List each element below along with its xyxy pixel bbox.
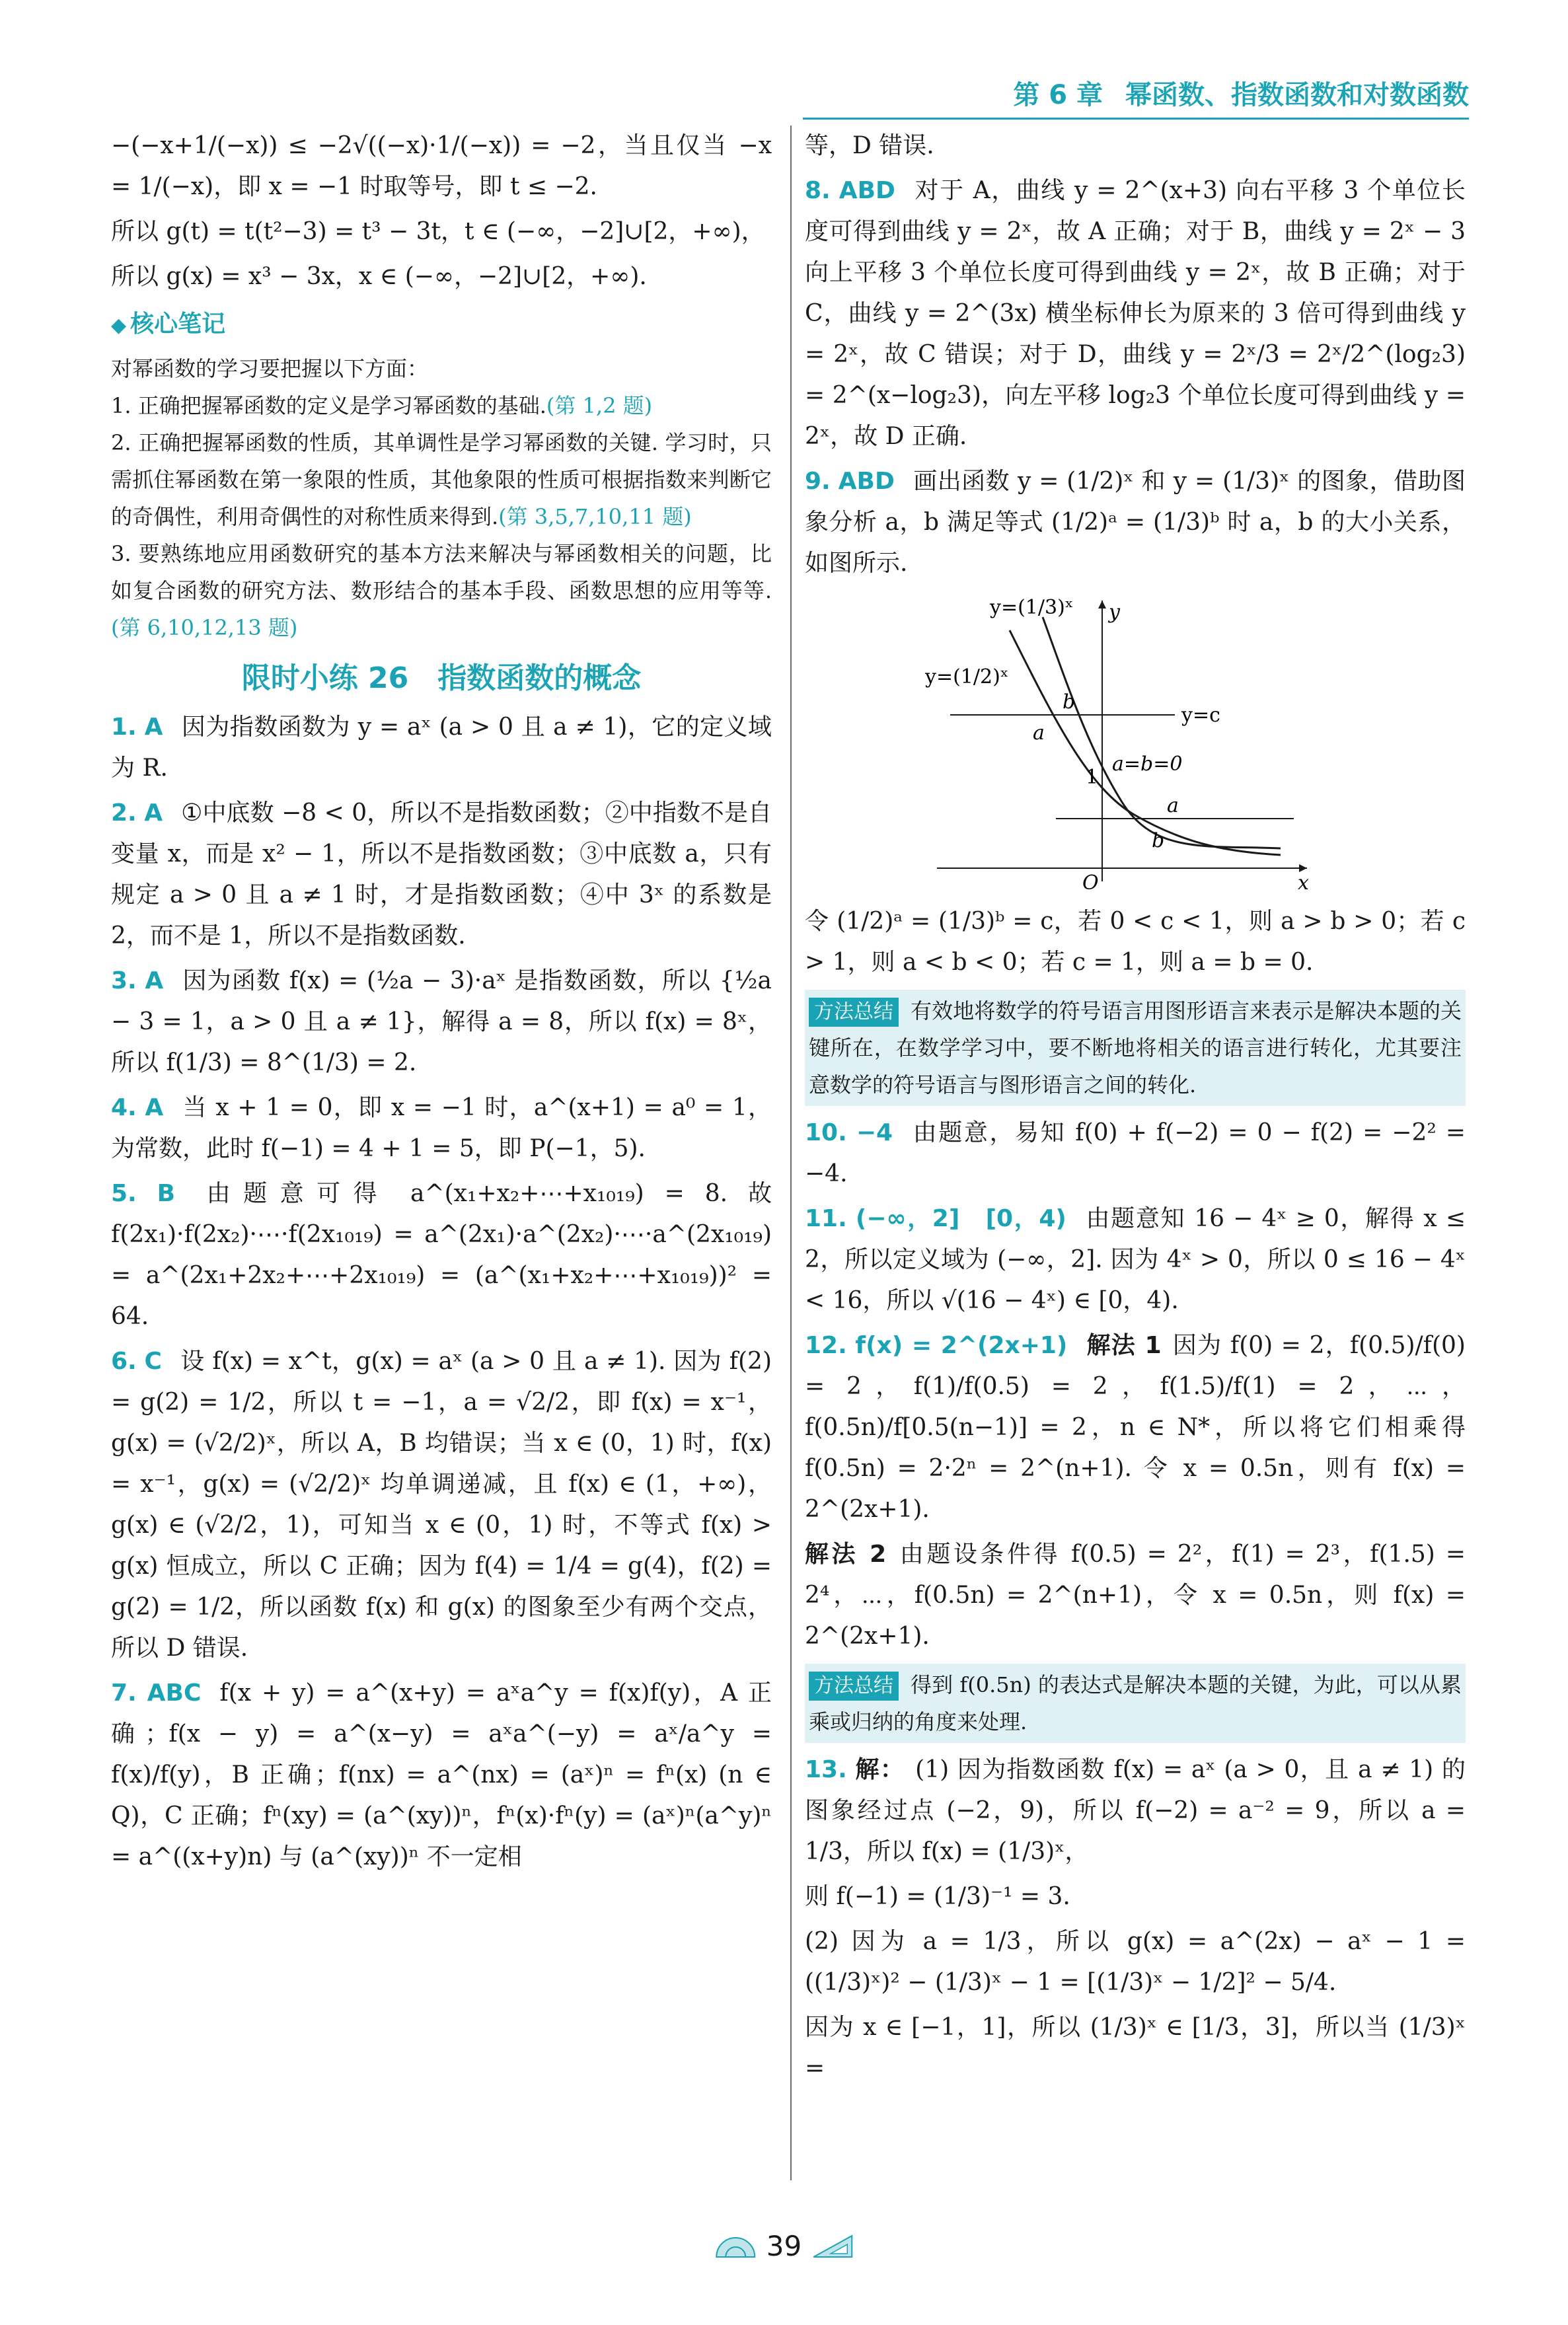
- solution-step: 因为 x ∈ [−1，1]，所以 (1/3)ˣ ∈ [1/3，3]，所以当 (1/3)ˣ =: [805, 2014, 1466, 2082]
- note-text: 2. 正确把握幂函数的性质，其单调性是学习幂函数的关键. 学习时，只需抓住幂函数在第一象限的性质，其他象限的性质可根据指数来判断它的奇偶性，利用奇偶性的对称性质来得到.: [111, 430, 772, 529]
- answer-item: [805, 1199, 1466, 1321]
- section-title: 限时小练 26 指数函数的概念: [241, 661, 642, 695]
- solution-two: [805, 1534, 1466, 1657]
- protractor-icon: [714, 2233, 757, 2260]
- triangle-ruler-icon: [811, 2233, 854, 2260]
- item-number: 11.: [805, 1205, 847, 1232]
- item-text: 因为指数函数为 y = aˣ (a > 0 且 a ≠ 1)，它的定义域为 R.: [111, 714, 772, 782]
- item-text: ①中底数 −8 < 0，所以不是指数函数；②中指数不是自变量 x，而是 x² − 1，所以不是指数函数；③中底数 a，只有规定 a > 0 且 a ≠ 1 时，才是指数函数；④中 3ˣ 的系数是 2，而不是 1，所以不是指数函数.: [111, 799, 772, 949]
- item-number: 5.: [111, 1180, 137, 1207]
- left-column: [111, 126, 772, 1882]
- method-summary-tag: 方法总结: [809, 998, 899, 1027]
- continued-line: 等，D 错误.: [805, 132, 934, 159]
- core-notes-label: 核心笔记: [130, 311, 226, 338]
- note-text: 1. 正确把握幂函数的定义是学习幂函数的基础.: [111, 393, 546, 418]
- answer-item: [805, 1113, 1466, 1195]
- solution-label: 解法 1: [1086, 1332, 1162, 1359]
- header-rule: [803, 118, 1469, 120]
- solution-label: 解：: [855, 1756, 905, 1783]
- item-number: 1.: [111, 714, 137, 741]
- label-origin: O: [1082, 871, 1099, 895]
- item-number: 3.: [111, 967, 137, 994]
- solution-step: (2) 因为 a = 1/3，所以 g(x) = a^(2x) − aˣ − 1 = ((1/3)ˣ)² − (1/3)ˣ − 1 = [(1/3)ˣ − 1/2]² − 5/4.: [805, 1928, 1466, 1996]
- item-answer: f(x) = 2^(2x+1): [855, 1332, 1068, 1359]
- solution-label: 解法 2: [805, 1541, 887, 1568]
- right-column: [805, 126, 1466, 2093]
- continued-line: 所以 g(t) = t(t²−3) = t³ − 3t，t ∈ (−∞，−2]∪[2，+∞)，: [111, 218, 765, 245]
- item-answer: B: [157, 1180, 176, 1207]
- item-answer: −4: [856, 1119, 893, 1146]
- item-number: 8.: [805, 177, 831, 204]
- item-text: f(x + y) = a^(x+y) = aˣa^y = f(x)f(y)，A 正确；f(x − y) = a^(x−y) = aˣa^(−y) = aˣ/a^y = f(x)/f(y)，B 正确；f(nx) = a^(nx) = (aˣ)ⁿ = fⁿ(x) (n ∈ Q)，C 正确；fⁿ(xy) = (a^(xy))ⁿ，fⁿ(x)·fⁿ(y) = (aˣ)ⁿ(a^y)ⁿ = a^((x+y)n) 与 (a^(xy))ⁿ 不一定相: [111, 1679, 772, 1870]
- label-one: 1: [1086, 766, 1099, 789]
- curve-half-power: [1010, 630, 1281, 855]
- item-text: 由题设条件得 f(0.5) = 2²，f(1) = 2³，f(1.5) = 2⁴，⋯，f(0.5n) = 2^(n+1)，令 x = 0.5n，则 f(x) = 2^(2x+1).: [805, 1541, 1466, 1650]
- item-number: 7.: [111, 1679, 137, 1707]
- item-answer: ABC: [147, 1679, 202, 1707]
- item-number: 4.: [111, 1094, 137, 1121]
- item-text: 设 f(x) = x^t，g(x) = aˣ (a > 0 且 a ≠ 1). 因为 f(2) = g(2) = 1/2，所以 t = −1，a = √2/2，即 f(x) = x⁻¹，g(x) = (√2/2)ˣ，所以 A，B 均错误；当 x ∈ (0，1) 时，f(x) = x⁻¹，g(x) = (√2/2)ˣ 均单调递减，且 f(x) ∈ (1，+∞)，g(x) ∈ (√2/2，1)，可知当 x ∈ (0，1) 时，不等式 f(x) > g(x) 恒成立，所以 C 正确；因为 f(4) = 1/4 = g(4)，f(2) = g(2) = 1/2，所以函数 f(x) 和 g(x) 的图象至少有两个交点，所以 D 错误.: [111, 1348, 772, 1662]
- core-notes-heading: [111, 304, 772, 346]
- item-answer: A: [144, 714, 163, 741]
- item-text: 由题意，易知 f(0) + f(−2) = 0 − f(2) = −2² = −4.: [805, 1119, 1466, 1187]
- item-text: 因为函数 f(x) = (½a − 3)·aˣ 是指数函数，所以 {½a − 3 = 1，a > 0 且 a ≠ 1}，解得 a = 8，所以 f(x) = 8ˣ，所以 f(1/3) = 8^(1/3) = 2.: [111, 967, 772, 1076]
- label-b-bottom: b: [1152, 829, 1165, 852]
- label-third-curve: y=(1/3)ˣ: [990, 596, 1074, 619]
- item-text: 当 x + 1 = 0，即 x = −1 时，a^(x+1) = a⁰ = 1，为常数，此时 f(−1) = 4 + 1 = 5，即 P(−1，5).: [111, 1094, 772, 1162]
- chapter-title: 幂函数、指数函数和对数函数: [1125, 79, 1469, 110]
- label-half-curve: y=(1/2)ˣ: [925, 665, 1009, 688]
- continued-line: 所以 g(x) = x³ − 3x，x ∈ (−∞，−2]∪[2，+∞).: [111, 263, 647, 290]
- answer-item: [805, 1325, 1466, 1530]
- item-number: 12.: [805, 1332, 847, 1359]
- item-number: 6.: [111, 1348, 137, 1375]
- label-a-equals-b: a=b=0: [1112, 753, 1183, 776]
- item-text: 由题意可得 a^(x₁+x₂+⋯+x₁₀₁₉) = 8. 故 f(2x₁)·f(2x₂)·⋯·f(2x₁₀₁₉) = a^(2x₁)·a^(2x₂)·⋯·a^(2x₁₀₁₉) = a^(2x₁+2x₂+⋯+2x₁₀₁₉) = (a^(x₁+x₂+⋯+x₁₀₁₉))² = 64.: [111, 1180, 772, 1330]
- item-text: (1) 因为指数函数 f(x) = aˣ (a > 0，且 a ≠ 1) 的图象经过点 (−2，9)，所以 f(−2) = a⁻² = 9，所以 a = 1/3，所以 f(x) = (1/3)ˣ，: [805, 1756, 1466, 1865]
- answer-item: [111, 1341, 772, 1669]
- item-number: 10.: [805, 1119, 847, 1146]
- chapter-number: 第 6 章: [1013, 79, 1103, 110]
- item-text: 因为 f(0) = 2，f(0.5)/f(0) = 2，f(1)/f(0.5) = 2，f(1.5)/f(1) = 2，⋯，f(0.5n)/f[0.5(n−1)] = 2，n ∈ N*，所以将它们相乘得 f(0.5n) = 2·2ⁿ = 2^(n+1). 令 x = 0.5n，则有 f(x) = 2^(2x+1).: [805, 1332, 1466, 1523]
- item-text: 画出函数 y = (1/2)ˣ 和 y = (1/3)ˣ 的图象，借助图象分析 a，b 满足等式 (1/2)ᵃ = (1/3)ᵇ 时 a，b 的大小关系，如图所示.: [805, 468, 1466, 577]
- method-summary-tag: 方法总结: [809, 1672, 899, 1701]
- note-ref: (第 3,5,7,10,11 题): [498, 504, 692, 529]
- item-text: 对于 A，曲线 y = 2^(x+3) 向右平移 3 个单位长度可得到曲线 y = 2ˣ，故 A 正确；对于 B，曲线 y = 2ˣ − 3 向上平移 3 个单位长度可得到曲线 y = 2ˣ，故 B 正确；对于 C，曲线 y = 2^(3x) 横坐标伸长为原来的 3 倍可得到曲线 y = 2ˣ，故 C 错误；对于 D，曲线 y = 2ˣ/3 = 2ˣ/2^(log₂3) = 2^(x−log₂3)，向左平移 log₂3 个单位长度可得到曲线 y = 2ˣ，故 D 正确.: [805, 177, 1466, 450]
- answer-item: [805, 170, 1466, 457]
- answer-item: [111, 707, 772, 789]
- solution-step: 则 f(−1) = (1/3)⁻¹ = 3.: [805, 1883, 1070, 1910]
- label-a-bottom: a: [1167, 794, 1179, 817]
- answer-item: [111, 1673, 772, 1878]
- label-x-axis: x: [1298, 871, 1309, 895]
- note-ref: (第 1,2 题): [546, 393, 653, 418]
- label-a-top: a: [1033, 721, 1045, 745]
- y-axis-arrow: [1098, 601, 1106, 609]
- method-summary-text: 得到 f(0.5n) 的表达式是解决本题的关键，为此，可以从累乘或归纳的角度来处理.: [809, 1672, 1462, 1734]
- answer-item: [805, 461, 1466, 584]
- item-answer: ABD: [839, 177, 895, 204]
- label-b-top: b: [1063, 690, 1076, 714]
- item-number: 2.: [111, 799, 137, 827]
- curve-third-power: [1043, 617, 1281, 848]
- item-answer: (−∞，2] [0，4): [855, 1205, 1066, 1232]
- note-item: [111, 424, 772, 535]
- chapter-header: [1013, 66, 1469, 119]
- answer-item: [111, 793, 772, 957]
- page-footer: [714, 2230, 854, 2262]
- answer-item: [111, 1088, 772, 1169]
- column-divider: [790, 126, 792, 2180]
- page-number: 39: [766, 2230, 802, 2262]
- note-item: [111, 535, 772, 646]
- item-answer: A: [145, 967, 164, 994]
- item-answer: ABD: [838, 468, 895, 495]
- item-text: 由题意知 16 − 4ˣ ≥ 0，解得 x ≤ 2，所以定义域为 (−∞，2]. 因为 4ˣ > 0，所以 0 ≤ 16 − 4ˣ < 16，所以 √(16 − 4ˣ) ∈ [0，4).: [805, 1205, 1466, 1314]
- answer-item: [111, 1173, 772, 1337]
- note-intro: 对幂函数的学习要把握以下方面：: [111, 356, 429, 381]
- answer-item: [805, 1750, 1466, 1872]
- answer-item: [111, 961, 772, 1084]
- graph-conclusion: 令 (1/2)ᵃ = (1/3)ᵇ = c，若 0 < c < 1，则 a > b > 0；若 c > 1，则 a < b < 0；若 c = 1，则 a = b = 0.: [805, 908, 1466, 976]
- note-ref: (第 6,10,12,13 题): [111, 615, 298, 640]
- item-answer: A: [145, 1094, 164, 1121]
- item-answer: A: [144, 799, 163, 827]
- exponential-graph: [924, 591, 1320, 895]
- label-y-axis: y: [1109, 601, 1120, 624]
- method-summary-text: 有效地将数学的符号语言用图形语言来表示是解决本题的关键所在，在数学学习中，要不断地将相关的语言进行转化，尤其要注意数学的符号语言与图形语言之间的转化.: [809, 998, 1462, 1097]
- item-number: 13.: [805, 1756, 847, 1783]
- item-number: 9.: [805, 468, 831, 495]
- label-y-equals-c: y=c: [1181, 704, 1220, 727]
- method-summary-box: [805, 990, 1466, 1106]
- item-answer: C: [144, 1348, 162, 1375]
- method-summary-box: [805, 1664, 1466, 1743]
- note-item: [111, 387, 772, 424]
- diamond-icon: ◆: [111, 314, 127, 337]
- continued-line: −(−x+1/(−x)) ≤ −2√((−x)·1/(−x)) = −2，当且仅当 −x = 1/(−x)，即 x = −1 时取等号，即 t ≤ −2.: [111, 132, 772, 200]
- note-text: 3. 要熟练地应用函数研究的基本方法来解决与幂函数相关的问题，比如复合函数的研究方法、数形结合的基本手段、函数思想的应用等等.: [111, 541, 772, 603]
